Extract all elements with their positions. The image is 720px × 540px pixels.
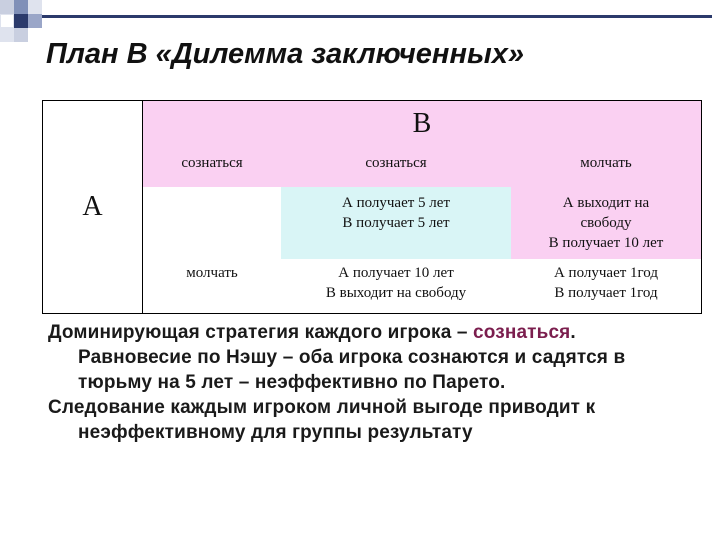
col-strategy-confess: сознаться	[281, 147, 511, 187]
highlight-confess: сознаться	[473, 322, 571, 343]
deco-square	[14, 28, 28, 42]
player-a-header	[43, 101, 143, 313]
header-rule	[42, 15, 712, 18]
payoff-confess-confess: А получает 5 лет В получает 5 лет	[281, 187, 511, 259]
col-strategy-silent: молчать	[511, 147, 701, 187]
explanation-text	[48, 320, 688, 445]
paragraph-dominant-strategy: Доминирующая стратегия каждого игрока – сознаться. Равновесие по Нэшу – оба игрока сознаются и садятся в тюрьму на 5 лет – неэффективно по Парето.	[48, 322, 626, 393]
row-strategy-silent: молчать	[143, 259, 281, 313]
player-a-label: А	[82, 191, 103, 222]
payoff-matrix	[42, 100, 702, 314]
deco-square	[14, 0, 28, 14]
deco-square	[28, 14, 42, 28]
payoff-silent-silent: А получает 1год В получает 1год	[511, 259, 701, 313]
deco-square	[0, 28, 14, 42]
deco-square	[0, 14, 14, 28]
paragraph-conclusion: Следование каждым игроком личной выгоде приводит к неэффективному для группы результату	[48, 397, 596, 443]
deco-square	[0, 0, 14, 14]
payoff-silent-confess: А получает 10 лет В выходит на свободу	[281, 259, 511, 313]
deco-square	[28, 0, 42, 14]
row-strategy-confess: сознаться	[143, 147, 281, 187]
deco-square	[14, 14, 28, 28]
slide-title: План В «Дилемма заключенных»	[46, 38, 524, 70]
player-b-header	[143, 101, 701, 147]
payoff-confess-silent: А выходит на свободу В получает 10 лет	[511, 187, 701, 259]
player-b-label: B	[412, 108, 432, 139]
